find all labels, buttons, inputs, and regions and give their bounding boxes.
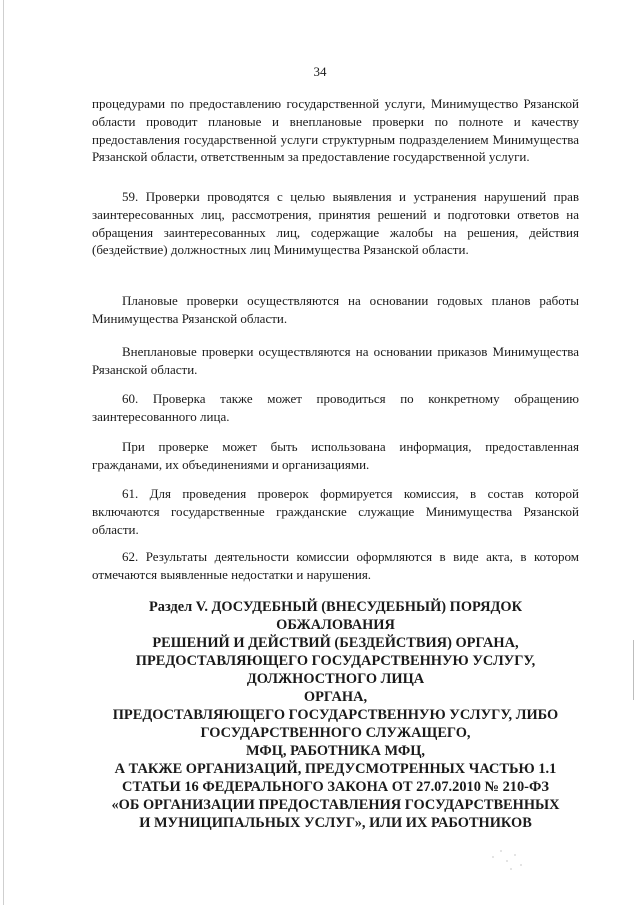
section-title-line: А ТАКЖЕ ОРГАНИЗАЦИЙ, ПРЕДУСМОТРЕННЫХ ЧАСТЬЮ 1.1 — [114, 761, 557, 777]
paragraph-unplanned-block — [92, 343, 579, 379]
paragraph-unplanned-inspections: Внеплановые проверки осуществляются на основании приказов Минимущества Рязанской области. — [92, 344, 579, 377]
paragraph-planned-block — [92, 292, 579, 328]
section-title-line: ОРГАНА, — [303, 689, 368, 705]
paragraph-inspection-information: При проверке может быть использована информация, предоставленная гражданами, их объединениями и организациями. — [92, 439, 579, 472]
section-title-line: Раздел V. ДОСУДЕБНЫЙ (ВНЕСУДЕБНЫЙ) ПОРЯДОК — [148, 599, 523, 615]
section-title-line: «ОБ ОРГАНИЗАЦИИ ПРЕДОСТАВЛЕНИЯ ГОСУДАРСТВЕННЫХ — [111, 797, 560, 813]
section-title-line: И МУНИЦИПАЛЬНЫХ УСЛУГ», ИЛИ ИХ РАБОТНИКОВ — [139, 815, 532, 831]
paragraph-59-block — [92, 188, 579, 259]
section-v-title — [92, 598, 579, 832]
paragraph-info-block — [92, 438, 579, 474]
section-title-line: ПРЕДОСТАВЛЯЮЩЕГО ГОСУДАРСТВЕННУЮ УСЛУГУ, ЛИБО — [112, 707, 559, 723]
scan-left-edge — [3, 0, 4, 905]
paragraph-60: 60. Проверка также может проводиться по конкретному обращению заинтересованного лица. — [92, 391, 579, 424]
paragraph-planned-inspections: Плановые проверки осуществляются на основании годовых планов работы Минимущества Рязанской области. — [92, 293, 579, 326]
scan-right-mark — [633, 640, 634, 700]
section-title-line: ГОСУДАРСТВЕННОГО СЛУЖАЩЕГО, — [200, 725, 471, 741]
paragraph-60-block — [92, 390, 579, 426]
paragraph-61-block — [92, 485, 579, 538]
section-title-line: МФЦ, РАБОТНИКА МФЦ, — [245, 743, 426, 759]
paragraph-59: 59. Проверки проводятся с целью выявления и устранения нарушений прав заинтересованных лиц, рассмотрения, принятия решений и подготовки ответов на обращения заинтересованных лиц, содержащие жалобы на решения, действия (бездействие) должностных лиц Минимущества Рязанской области. — [92, 189, 579, 258]
paragraph-62-block — [92, 548, 579, 584]
section-title-line: РЕШЕНИЙ И ДЕЙСТВИЙ (БЕЗДЕЙСТВИЯ) ОРГАНА, — [152, 635, 519, 651]
section-title-line: ПРЕДОСТАВЛЯЮЩЕГО ГОСУДАРСТВЕННУЮ УСЛУГУ, — [135, 653, 536, 669]
paragraph-continuation: процедурами по предоставлению государственной услуги, Минимущество Рязанской области проводит плановые и внеплановые проверки по полноте и качеству предоставления государственной услуги структурным подразделением Минимущества Рязанской области, ответственным за предоставление государственной услуги. — [92, 96, 579, 165]
section-title-line: ДОЛЖНОСТНОГО ЛИЦА — [246, 671, 425, 687]
paragraph-61: 61. Для проведения проверок формируется комиссия, в состав которой включаются государственные гражданские служащие Минимущества Рязанской области. — [92, 486, 579, 537]
page-number: 34 — [313, 64, 327, 79]
scan-speckle-artifact — [488, 846, 528, 872]
paragraph-62: 62. Результаты деятельности комиссии оформляются в виде акта, в котором отмечаются выявленные недостатки и нарушения. — [92, 549, 579, 582]
paragraph-continuation-block — [92, 95, 579, 166]
section-title-line: СТАТЬИ 16 ФЕДЕРАЛЬНОГО ЗАКОНА ОТ 27.07.2010 № 210-ФЗ — [122, 779, 549, 795]
section-title-line: ОБЖАЛОВАНИЯ — [276, 617, 395, 633]
